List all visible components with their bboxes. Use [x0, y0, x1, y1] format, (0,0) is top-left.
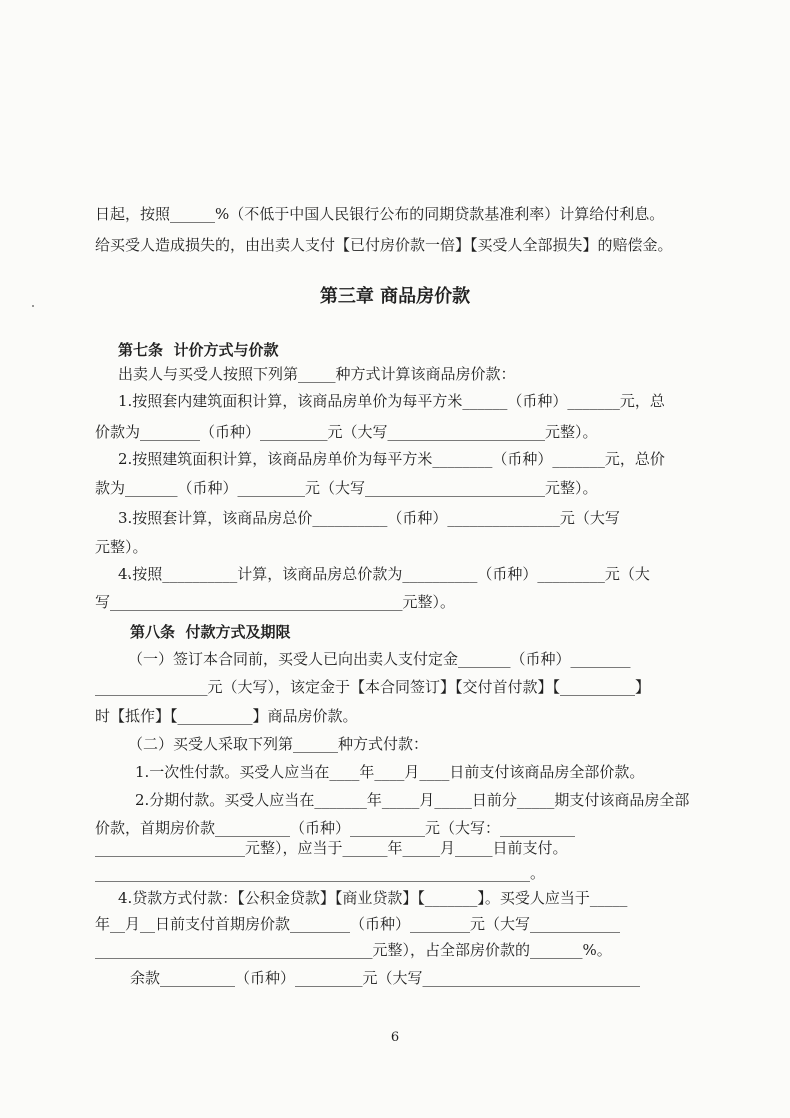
paragraph-line: __________________________________________________________。	[95, 864, 546, 882]
paragraph-line: 给买受人造成损失的，由出卖人支付【已付房价款一倍】【买受人全部损失】的赔偿金。	[95, 236, 673, 254]
paragraph-line: 3.按照套计算，该商品房总价__________（币种）_______________元（大写	[118, 509, 620, 527]
paragraph-line: 4.按照__________计算，该商品房总价款为__________（币种）_________元（大	[118, 565, 650, 583]
paragraph-line: 元整）。	[95, 538, 148, 556]
paragraph-line: 2.按照建筑面积计算，该商品房单价为每平方米________（币种）_______元，总价	[118, 450, 665, 468]
article-heading: 第八条 付款方式及期限	[130, 623, 291, 641]
paragraph-line: 4.贷款方式付款：【公积金贷款】【商业贷款】【_______】。买受人应当于_____	[118, 889, 628, 907]
paragraph-line: _______________元（大写），该定金于【本合同签订】【交付首付款】【__________】	[95, 678, 651, 696]
paragraph-line: 1.一次性付款。买受人应当在____年____月____日前支付该商品房全部价款。	[135, 763, 645, 781]
paragraph-line: ____________________元整），应当于______年_____月_____日前支付。	[95, 839, 568, 857]
paragraph-line: 出卖人与买受人按照下列第_____种方式计算该商品房价款：	[118, 365, 516, 383]
paragraph-line: 1.按照套内建筑面积计算，该商品房单价为每平方米______（币种）_______元，总	[118, 392, 665, 410]
paragraph-line: 写_______________________________________元整）。	[95, 593, 456, 611]
page-number: 6	[390, 1030, 400, 1045]
paragraph-line: 余款__________（币种）_________元（大写_____________________________	[130, 969, 641, 987]
article-heading: 第七条 计价方式与价款	[118, 341, 279, 359]
paragraph-line: 日起，按照______%（不低于中国人民银行公布的同期贷款基准利率）计算给付利息。	[95, 205, 665, 223]
paragraph-line: 款为_______（币种）_________元（大写________________________元整）。	[95, 479, 598, 497]
paragraph-line: _____________________________________元整），占全部房价款的_______%。	[95, 941, 612, 959]
paragraph-line: 价款，首期房价款__________（币种）__________元（大写：__________	[95, 819, 576, 837]
chapter-title: 第三章 商品房价款	[319, 286, 471, 307]
paragraph-line: 价款为________（币种）_________元（大写_____________________元整）。	[95, 423, 598, 441]
paragraph-line: 2.分期付款。买受人应当在_______年_____月_____日前分_____期支付该商品房全部	[135, 791, 690, 809]
paragraph-line: 年__月__日前支付首期房价款________（币种）________元（大写____________	[95, 915, 621, 933]
paragraph-line: （二）买受人采取下列第______种方式付款：	[128, 735, 429, 753]
paragraph-line: （一）签订本合同前，买受人已向出卖人支付定金_______（币种）________	[128, 650, 631, 668]
paragraph-line: 时【抵作】【__________】商品房价款。	[95, 707, 358, 725]
